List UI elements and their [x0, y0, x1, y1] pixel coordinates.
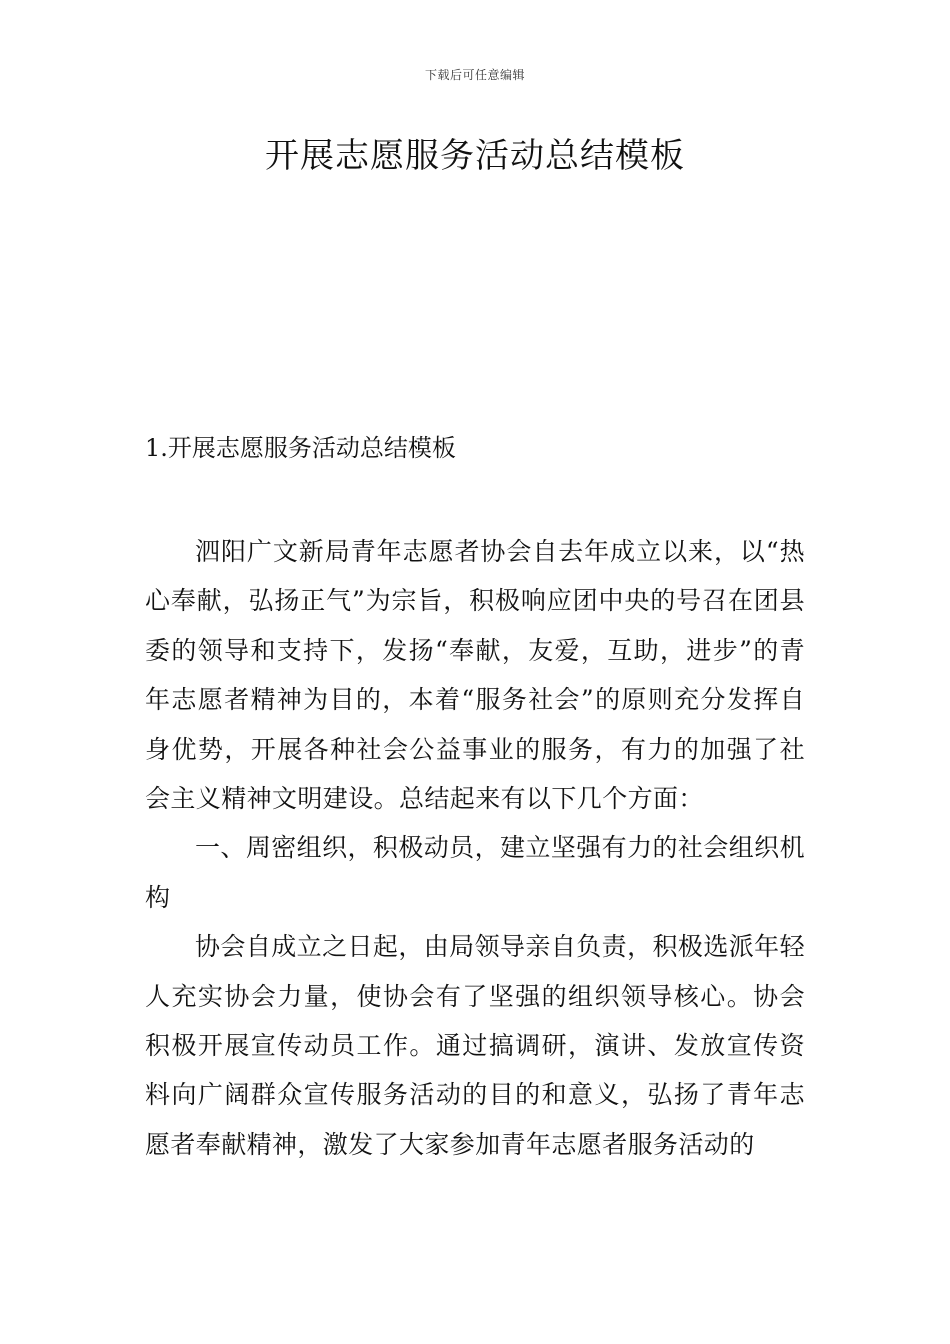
page-header-note: 下载后可任意编辑 — [424, 68, 525, 82]
section-heading: 1.开展志愿服务活动总结模板 — [145, 434, 456, 462]
document-body — [145, 527, 805, 1169]
document-title: 开展志愿服务活动总结模板 — [265, 136, 685, 176]
body-paragraph: 协会自成立之日起，由局领导亲自负责，积极选派年轻人充实协会力量，使协会有了坚强的组织领导核心。协会积极开展宣传动员工作。通过搞调研，演讲、发放宣传资料向广阔群众宣传服务活动的目的和意义，弘扬了青年志愿者奉献精神，激发了大家参加青年志愿者服务活动的 — [145, 932, 805, 1159]
body-paragraph: 泗阳广文新局青年志愿者协会自去年成立以来，以“热心奉献，弘扬正气”为宗旨，积极响应团中央的号召在团县委的领导和支持下，发扬“奉献，友爱，互助，进步”的青年志愿者精神为目的，本着“服务社会”的原则充分发挥自身优势，开展各种社会公益事业的服务，有力的加强了社会主义精神文明建设。总结起来有以下几个方面： — [145, 537, 805, 814]
body-paragraph-heading: 一、周密组织，积极动员，建立坚强有力的社会组织机构 — [145, 833, 805, 912]
